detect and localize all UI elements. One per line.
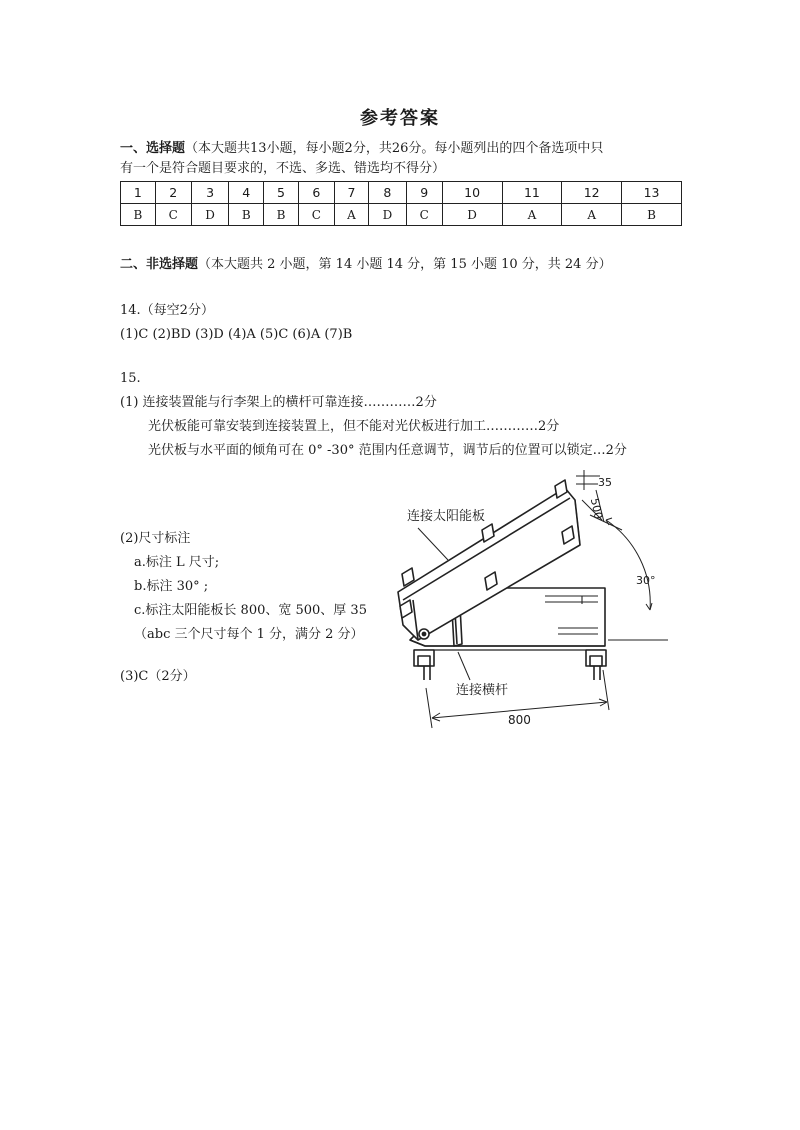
answer-cell: C	[298, 204, 334, 226]
answer-cell: B	[121, 204, 156, 226]
number-cell: 10	[442, 182, 502, 204]
q15-p1-line3: 光伏板与水平面的倾角可在 0° -30° 范围内任意调节，调节后的位置可以锁定…2分	[148, 443, 627, 458]
answer-cell: A	[334, 204, 368, 226]
number-cell: 4	[229, 182, 264, 204]
q15-p1-line2: 光伏板能可靠安装到连接装置上，但不能对光伏板进行加工…………2分	[148, 419, 560, 434]
q15-p2-title: (2)尺寸标注	[120, 531, 191, 546]
number-cell: 13	[622, 182, 682, 204]
number-cell: 11	[502, 182, 562, 204]
answer-cell: D	[191, 204, 229, 226]
number-cell: 3	[191, 182, 229, 204]
q15-p1-line1: (1) 连接装置能与行李架上的横杆可靠连接…………2分	[120, 395, 437, 410]
feet	[414, 650, 606, 680]
q15-p2-a: a.标注 L 尺寸;	[134, 555, 220, 570]
section1-desc-1: （本大题共13小题，每小题2分，共26分。每小题列出的四个备选项中只	[185, 141, 604, 156]
leader-bar	[458, 652, 470, 680]
number-cell: 5	[264, 182, 299, 204]
section1-desc-2: 有一个是符合题目要求的，不选、多选、错选均不得分）	[120, 161, 446, 176]
answer-cell: A	[502, 204, 562, 226]
q15-p2-b: b.标注 30° ;	[134, 579, 209, 594]
answer-cell: B	[229, 204, 264, 226]
answer-cell: B	[622, 204, 682, 226]
dim-angle-text: 30°	[636, 574, 656, 587]
section2-line	[120, 256, 612, 274]
q15-p2-c: c.标注太阳能板长 800、宽 500、厚 35	[134, 603, 367, 618]
number-cell: 12	[562, 182, 622, 204]
number-cell: 7	[334, 182, 368, 204]
q15-p2-note: （abc 三个尺寸每个 1 分，满分 2 分）	[134, 627, 364, 642]
q14-answers: (1)C (2)BD (3)D (4)A (5)C (6)A (7)B	[120, 327, 353, 342]
page-title: 参考答案	[360, 108, 440, 129]
mounting-device-figure	[380, 465, 680, 735]
answer-cell: C	[155, 204, 191, 226]
answer-cell: B	[264, 204, 299, 226]
q14-label: 14.（每空2分）	[120, 303, 214, 318]
answer-table-answer-row	[121, 204, 682, 226]
leader-panel	[418, 528, 448, 560]
number-cell: 8	[369, 182, 407, 204]
answer-table	[120, 181, 682, 226]
number-cell: 6	[298, 182, 334, 204]
q15-label: 15.	[120, 371, 141, 386]
label-connect-panel: 连接太阳能板	[407, 509, 486, 524]
section2-heading: 二、非选择题	[120, 257, 199, 272]
answer-table-number-row	[121, 182, 682, 204]
q15-p3: (3)C（2分）	[120, 669, 196, 684]
section1-heading: 一、选择题	[120, 141, 186, 156]
dimension-thickness	[576, 470, 600, 490]
number-cell: 1	[121, 182, 156, 204]
number-cell: 2	[155, 182, 191, 204]
section1-line1	[120, 140, 603, 158]
dim-width-text: 500	[587, 497, 605, 521]
answer-cell: C	[406, 204, 442, 226]
answer-cell: A	[562, 204, 622, 226]
number-cell: 9	[406, 182, 442, 204]
dim-length-text: 800	[508, 713, 531, 727]
section2-desc: （本大题共 2 小题，第 14 小题 14 分，第 15 小题 10 分，共 24 分）	[198, 257, 612, 272]
answer-cell: D	[369, 204, 407, 226]
label-connect-bar: 连接横杆	[456, 683, 509, 698]
dim-thickness-text: 35	[598, 476, 612, 489]
answer-cell: D	[442, 204, 502, 226]
